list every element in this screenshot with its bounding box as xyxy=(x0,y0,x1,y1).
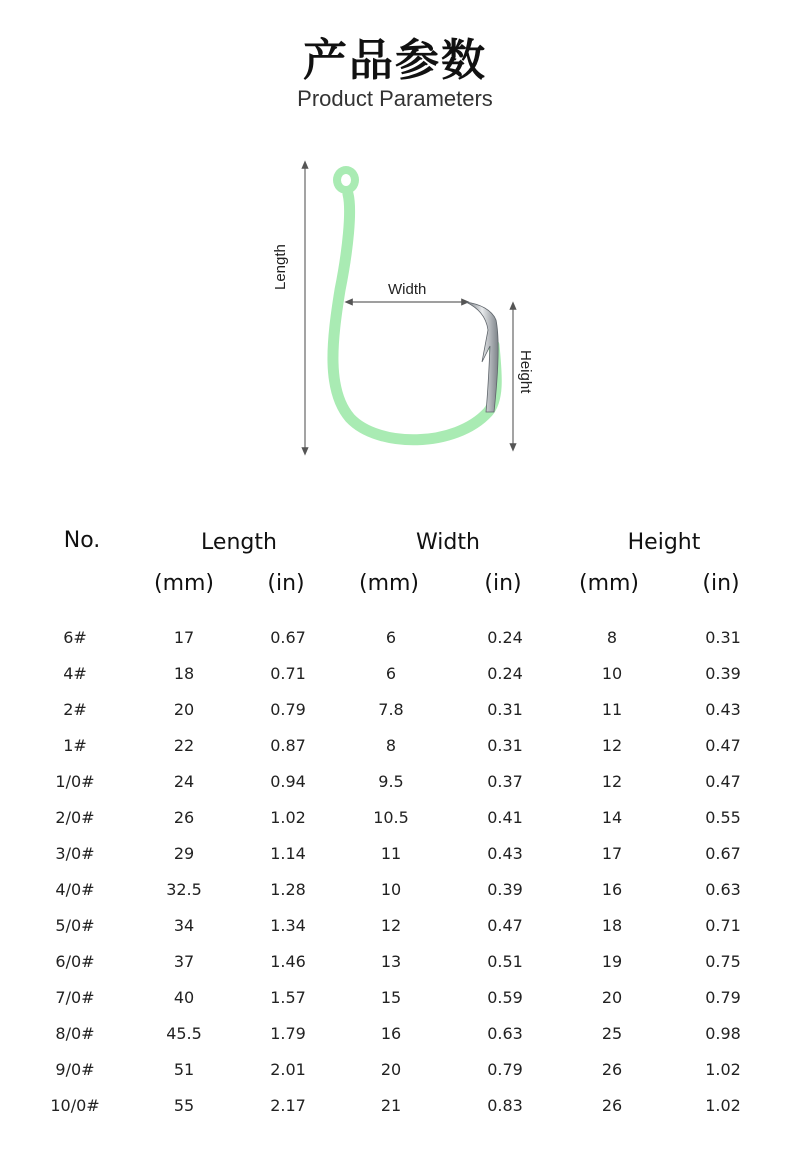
table-row xyxy=(0,916,790,952)
unit-width-mm: (mm) xyxy=(358,571,420,596)
cell-no: 3/0# xyxy=(55,844,95,863)
cell-length-mm: 51 xyxy=(173,1060,195,1079)
cell-length-in: 1.57 xyxy=(270,988,306,1007)
hook-eye-hole xyxy=(341,174,351,186)
unit-height-mm: (mm) xyxy=(578,571,640,596)
cell-width-in: 0.79 xyxy=(487,1060,523,1079)
cell-height-in: 1.02 xyxy=(705,1060,741,1079)
cell-length-in: 1.46 xyxy=(270,952,306,971)
cell-height-in: 0.31 xyxy=(705,628,741,647)
cell-no: 6# xyxy=(63,628,87,647)
cell-length-mm: 20 xyxy=(173,700,195,719)
cell-width-in: 0.41 xyxy=(487,808,523,827)
cell-width-mm: 11 xyxy=(380,844,402,863)
cell-width-in: 0.51 xyxy=(487,952,523,971)
cell-width-mm: 10 xyxy=(380,880,402,899)
header-length: Length xyxy=(201,530,277,555)
cell-height-mm: 8 xyxy=(606,628,618,647)
table-row xyxy=(0,1060,790,1096)
cell-length-mm: 17 xyxy=(173,628,195,647)
cell-width-mm: 7.8 xyxy=(378,700,404,719)
cell-height-in: 0.39 xyxy=(705,664,741,683)
cell-no: 7/0# xyxy=(55,988,95,1007)
length-label: Length xyxy=(272,244,289,290)
cell-width-in: 0.31 xyxy=(487,736,523,755)
cell-length-in: 1.14 xyxy=(270,844,306,863)
cell-length-in: 0.87 xyxy=(270,736,306,755)
cell-height-in: 0.67 xyxy=(705,844,741,863)
cell-length-mm: 24 xyxy=(173,772,195,791)
cell-width-mm: 8 xyxy=(385,736,397,755)
cell-height-mm: 12 xyxy=(601,772,623,791)
cell-width-in: 0.63 xyxy=(487,1024,523,1043)
cell-width-in: 0.47 xyxy=(487,916,523,935)
cell-height-mm: 10 xyxy=(601,664,623,683)
cell-height-mm: 11 xyxy=(601,700,623,719)
cell-length-mm: 26 xyxy=(173,808,195,827)
cell-no: 1# xyxy=(63,736,87,755)
table-row xyxy=(0,1024,790,1060)
cell-length-mm: 29 xyxy=(173,844,195,863)
table-row xyxy=(0,664,790,700)
cell-length-in: 2.17 xyxy=(270,1096,306,1115)
unit-height-in: (in) xyxy=(702,571,740,596)
cell-width-in: 0.59 xyxy=(487,988,523,1007)
cell-height-mm: 19 xyxy=(601,952,623,971)
cell-height-in: 0.79 xyxy=(705,988,741,1007)
cell-length-in: 0.67 xyxy=(270,628,306,647)
table-row xyxy=(0,808,790,844)
page-subtitle: Product Parameters xyxy=(297,86,493,111)
cell-length-in: 1.28 xyxy=(270,880,306,899)
page-title: 产品参数 xyxy=(303,35,487,86)
table-row xyxy=(0,700,790,736)
cell-width-mm: 6 xyxy=(385,664,397,683)
cell-length-in: 1.34 xyxy=(270,916,306,935)
table-row xyxy=(0,736,790,772)
cell-height-in: 0.98 xyxy=(705,1024,741,1043)
table-row xyxy=(0,952,790,988)
cell-length-mm: 34 xyxy=(173,916,195,935)
hook-diagram xyxy=(260,150,550,460)
cell-height-mm: 25 xyxy=(601,1024,623,1043)
table-row xyxy=(0,772,790,808)
cell-length-mm: 37 xyxy=(173,952,195,971)
cell-height-in: 0.43 xyxy=(705,700,741,719)
hook-point xyxy=(466,302,498,412)
cell-no: 1/0# xyxy=(55,772,95,791)
cell-width-in: 0.43 xyxy=(487,844,523,863)
cell-length-in: 0.71 xyxy=(270,664,306,683)
cell-height-in: 0.63 xyxy=(705,880,741,899)
cell-length-in: 2.01 xyxy=(270,1060,306,1079)
table-row xyxy=(0,844,790,880)
cell-length-mm: 55 xyxy=(173,1096,195,1115)
cell-width-mm: 6 xyxy=(385,628,397,647)
hook-shank xyxy=(333,194,496,440)
cell-no: 4/0# xyxy=(55,880,95,899)
cell-no: 10/0# xyxy=(50,1096,100,1115)
cell-width-in: 0.39 xyxy=(487,880,523,899)
cell-length-in: 0.94 xyxy=(270,772,306,791)
cell-height-mm: 26 xyxy=(601,1060,623,1079)
cell-height-in: 0.47 xyxy=(705,772,741,791)
cell-width-mm: 20 xyxy=(380,1060,402,1079)
cell-length-mm: 32.5 xyxy=(166,880,202,899)
cell-width-mm: 10.5 xyxy=(373,808,409,827)
table-row xyxy=(0,628,790,664)
cell-height-mm: 26 xyxy=(601,1096,623,1115)
unit-length-mm: (mm) xyxy=(153,571,215,596)
cell-length-mm: 18 xyxy=(173,664,195,683)
header-no: No. xyxy=(63,528,101,553)
cell-no: 2/0# xyxy=(55,808,95,827)
cell-no: 2# xyxy=(63,700,87,719)
cell-no: 5/0# xyxy=(55,916,95,935)
cell-no: 8/0# xyxy=(55,1024,95,1043)
cell-no: 4# xyxy=(63,664,87,683)
cell-width-mm: 16 xyxy=(380,1024,402,1043)
table-row xyxy=(0,1096,790,1132)
cell-length-in: 1.02 xyxy=(270,808,306,827)
cell-length-mm: 45.5 xyxy=(166,1024,202,1043)
table-row xyxy=(0,880,790,916)
cell-width-in: 0.31 xyxy=(487,700,523,719)
cell-height-in: 1.02 xyxy=(705,1096,741,1115)
header-height: Height xyxy=(627,530,701,555)
cell-height-mm: 12 xyxy=(601,736,623,755)
cell-width-mm: 15 xyxy=(380,988,402,1007)
cell-height-mm: 20 xyxy=(601,988,623,1007)
cell-height-mm: 17 xyxy=(601,844,623,863)
cell-height-in: 0.71 xyxy=(705,916,741,935)
cell-height-in: 0.55 xyxy=(705,808,741,827)
cell-height-mm: 16 xyxy=(601,880,623,899)
cell-width-mm: 21 xyxy=(380,1096,402,1115)
cell-no: 9/0# xyxy=(55,1060,95,1079)
cell-width-in: 0.37 xyxy=(487,772,523,791)
cell-height-in: 0.75 xyxy=(705,952,741,971)
header-width: Width xyxy=(416,530,480,555)
cell-width-mm: 13 xyxy=(380,952,402,971)
table-row xyxy=(0,988,790,1024)
cell-no: 6/0# xyxy=(55,952,95,971)
cell-width-in: 0.83 xyxy=(487,1096,523,1115)
cell-length-in: 1.79 xyxy=(270,1024,306,1043)
cell-length-mm: 22 xyxy=(173,736,195,755)
width-label: Width xyxy=(388,281,427,298)
cell-height-mm: 18 xyxy=(601,916,623,935)
cell-height-in: 0.47 xyxy=(705,736,741,755)
hook-illustration xyxy=(260,150,550,460)
unit-length-in: (in) xyxy=(267,571,305,596)
cell-width-mm: 9.5 xyxy=(378,772,404,791)
cell-length-mm: 40 xyxy=(173,988,195,1007)
cell-width-in: 0.24 xyxy=(487,664,523,683)
cell-height-mm: 14 xyxy=(601,808,623,827)
cell-width-in: 0.24 xyxy=(487,628,523,647)
height-label: Height xyxy=(517,350,534,394)
unit-width-in: (in) xyxy=(484,571,522,596)
cell-length-in: 0.79 xyxy=(270,700,306,719)
cell-width-mm: 12 xyxy=(380,916,402,935)
